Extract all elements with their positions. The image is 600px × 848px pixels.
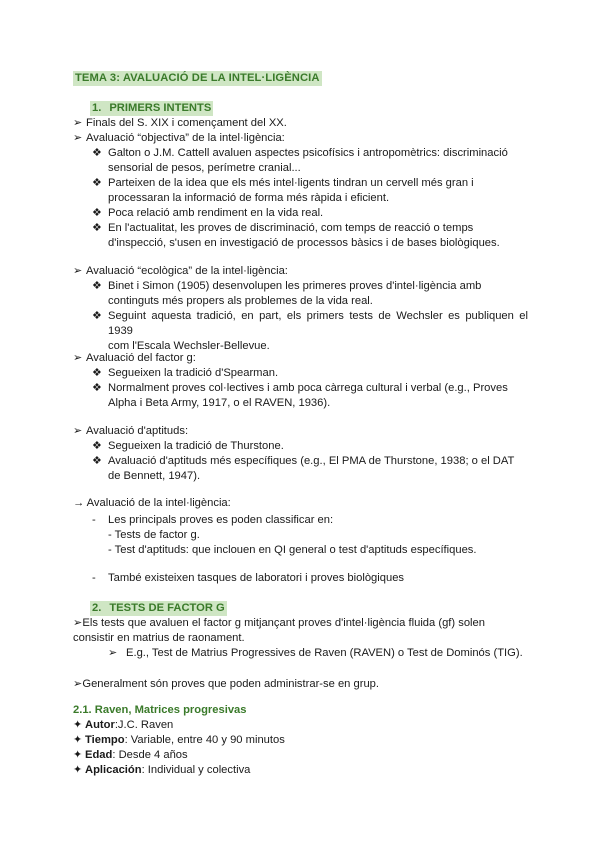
paragraph: ➢Els tests que avaluen el factor g mitjançant proves d'intel·ligència fluida (gf) solen consistir en matrius de raonament.	[73, 617, 485, 644]
diamond-bullet-icon: ❖	[92, 207, 103, 219]
star-bullet-icon: ✦	[73, 734, 83, 746]
list-item: Normalment proves col·lectives i amb poca càrrega cultural i verbal (e.g., Proves Alpha i Beta Army, 1917, o el RAVEN, 1936).	[108, 382, 508, 409]
arrow-bullet-icon: ➢	[73, 425, 83, 437]
arrow-bullet-icon: ➢	[73, 117, 83, 129]
list-item: - Tests de factor g.	[108, 529, 200, 541]
diamond-bullet-icon: ❖	[92, 147, 103, 159]
diamond-bullet-icon: ❖	[92, 222, 103, 234]
list-item: Segueixen la tradició d'Spearman.	[108, 367, 279, 379]
arrow-bullet-icon: ➢	[73, 265, 83, 277]
info-row-edad: ✦ Edad: Desde 4 años	[73, 749, 188, 761]
list-item: Poca relació amb rendiment en la vida real.	[108, 207, 324, 219]
subsection-heading: 2.1. Raven, Matrices progresivas	[73, 704, 247, 716]
section-1-title: PRIMERS INTENTS	[109, 102, 212, 114]
diamond-bullet-icon: ❖	[92, 310, 103, 322]
list-item: Les principals proves es poden classificar en:	[108, 514, 334, 526]
info-row-autor: ✦ Autor:J.C. Raven	[73, 719, 174, 731]
arrow-bullet-icon: ➢	[108, 647, 118, 659]
diamond-bullet-icon: ❖	[92, 382, 103, 394]
list-item: També existeixen tasques de laboratori i proves biològiques	[108, 572, 405, 584]
list-item: Galton o J.M. Cattell avaluen aspectes psicofísics i antropomètrics: discriminació sensorial de pesos, perímetre cranial...	[108, 147, 508, 174]
star-bullet-icon: ✦	[73, 749, 83, 761]
section-1-heading	[90, 101, 213, 116]
list-item: Segueixen la tradició de Thurstone.	[108, 440, 284, 452]
arrow-bullet-icon: ➢	[73, 352, 83, 364]
bullet-arrow-item: ➢ Avaluació “ecològica” de la intel·ligència:	[73, 265, 288, 277]
diamond-bullet-icon: ❖	[92, 367, 103, 379]
diamond-bullet-icon: ❖	[92, 177, 103, 189]
bullet-arrow-item: ➢ Finals del S. XIX i començament del XX.	[73, 117, 287, 129]
arrow-bullet-icon: ➢	[73, 678, 83, 690]
diamond-bullet-icon: ❖	[92, 440, 103, 452]
sub-list-item: ➢ E.g., Test de Matrius Progressives de Raven (RAVEN) o Test de Dominós (TIG).	[108, 647, 523, 659]
arrow-bullet-icon: ➢	[73, 132, 83, 144]
list-item: Seguint aquesta tradició, en part, els primers tests de Wechsler es publiquen el 1939 com l'Escala Wechsler-Bellevue.	[108, 310, 528, 352]
list-item: Avaluació d'aptituds més específiques (e.g., El PMA de Thurstone, 1938; o el DAT de Bennett, 1947).	[108, 455, 515, 482]
section-2-title: TESTS DE FACTOR G	[109, 602, 225, 614]
list-item: En l'actualitat, les proves de discriminació, com temps de reacció o temps d'inspecció, s'usen en investigació de processos bàsics i de bases biològiques.	[108, 222, 500, 249]
bullet-arrow-item: ➢ Avaluació d'aptituds:	[73, 425, 189, 437]
star-bullet-icon: ✦	[73, 719, 83, 731]
list-item: Binet i Simon (1905) desenvolupen les primeres proves d'intel·ligència amb continguts més propers als problemes de la vida real.	[108, 280, 482, 307]
section-2-heading	[90, 601, 227, 616]
bullet-arrow-item: ➢ Avaluació del factor g:	[73, 352, 196, 364]
list-item: Parteixen de la idea que els més intel·ligents tindran un cervell més gran i processaran la informació de forma més ràpida i eficient.	[108, 177, 474, 204]
star-bullet-icon: ✦	[73, 764, 83, 776]
info-row-tiempo: ✦ Tiempo: Variable, entre 40 y 90 minutos	[73, 734, 285, 746]
section-1-number: 1.	[92, 102, 102, 114]
paragraph: → Avaluació de la intel·ligència:	[73, 497, 231, 509]
diamond-bullet-icon: ❖	[92, 455, 103, 467]
dash-bullet-icon: -	[92, 572, 96, 584]
arrow-bullet-icon: ➢	[73, 617, 83, 629]
info-row-aplicacion: ✦ Aplicación: Individual y colectiva	[73, 764, 251, 776]
dash-bullet-icon: -	[92, 514, 96, 526]
diamond-bullet-icon: ❖	[92, 280, 103, 292]
list-item: - Test d'aptituds: que inclouen en QI general o test d'aptituds específiques.	[108, 544, 477, 556]
bullet-arrow-item: ➢ Avaluació “objectiva” de la intel·ligència:	[73, 132, 285, 144]
paragraph: ➢Generalment són proves que poden administrar-se en grup.	[73, 678, 380, 690]
section-2-number: 2.	[92, 602, 102, 614]
document-title: TEMA 3: AVALUACIÓ DE LA INTEL·LIGÈNCIA	[75, 72, 320, 84]
